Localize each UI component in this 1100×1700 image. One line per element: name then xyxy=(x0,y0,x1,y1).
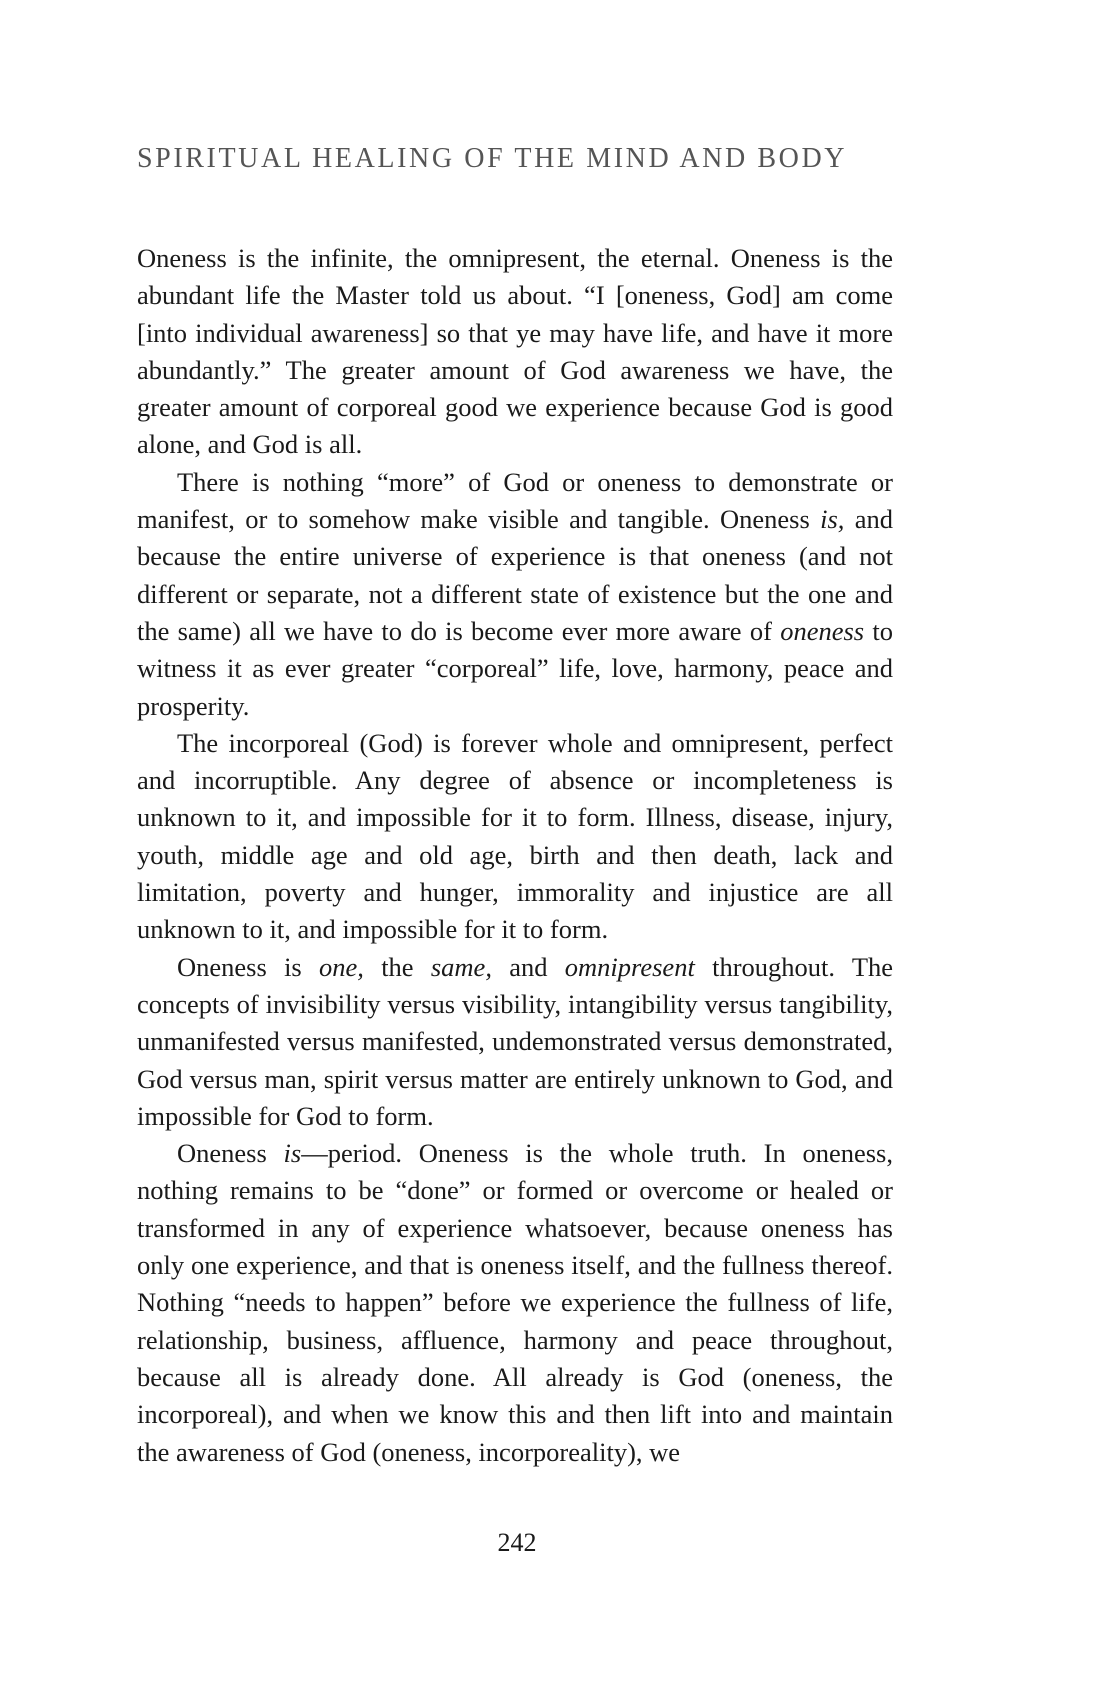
text-segment: Oneness xyxy=(177,1138,284,1169)
text-segment: throughout. The concepts of invisibility versus visibility, intangibility versus tangibility, unmanifested versus manifested, undemonstrated versus demonstrated, God versus man, spirit versus matter are entirely unknown to God, and impossible for God to form. xyxy=(137,951,894,1131)
text-segment: There is nothing “more” of God or oneness to demonstrate or manifest, or to somehow make visible and tangible. Oneness xyxy=(137,466,893,535)
paragraph-3 xyxy=(137,725,893,949)
italic-segment: one, xyxy=(319,951,364,982)
italic-segment: oneness xyxy=(780,615,865,646)
text-segment: the xyxy=(363,951,431,982)
text-segment: Oneness is xyxy=(177,951,320,982)
italic-segment: omnipresent xyxy=(564,951,695,982)
text-segment: Oneness is the infinite, the omnipresent, the eternal. Oneness is the abundant life the Master told us about. “I [oneness, God] am come [into individual awareness] so that ye may have life, and have it more abundantly.” The greater amount of God awareness we have, the greater amount of corporeal good we experience because God is good alone, and God is all. xyxy=(137,243,893,460)
body-text xyxy=(137,240,893,1471)
text-segment: to witness it as ever greater “corporeal” life, love, harmony, peace and prosperity. xyxy=(137,615,893,721)
paragraph-2 xyxy=(137,464,893,725)
italic-segment: is, xyxy=(820,504,845,535)
text-segment: and xyxy=(491,951,565,982)
italic-segment: is xyxy=(283,1138,302,1169)
paragraph-5 xyxy=(137,1135,893,1471)
italic-segment: same, xyxy=(430,951,492,982)
paragraph-1 xyxy=(137,240,893,464)
text-segment: and because the entire universe of experience is that oneness (and not different or separate, not a different state of existence but the one and the same) all we have to do is become ever more aware of xyxy=(137,504,893,646)
text-segment: —period. Oneness is the whole truth. In oneness, nothing remains to be “done” or formed or overcome or healed or transformed in any of experience whatsoever, because oneness has only one experience, and that is oneness itself, and the fullness thereof. Nothing “needs to happen” before we experience the fullness of life, relationship, business, affluence, harmony and peace throughout, because all is already done. All already is God (oneness, the incorporeal), and when we know this and then lift into and maintain the awareness of God (oneness, incorporeality), we xyxy=(137,1138,893,1467)
paragraph-4 xyxy=(137,949,893,1135)
page-number: 242 xyxy=(497,1528,537,1557)
text-segment: The incorporeal (God) is forever whole and omnipresent, perfect and incorruptible. Any degree of absence or incompleteness is unknown to it, and impossible for it to form. Illness, disease, injury, youth, middle age and old age, birth and then death, lack and limitation, poverty and hunger, immorality and injustice are all unknown to it, and impossible for it to form. xyxy=(137,727,893,945)
running-head: SPIRITUAL HEALING OF THE MIND AND BODY xyxy=(137,143,848,174)
